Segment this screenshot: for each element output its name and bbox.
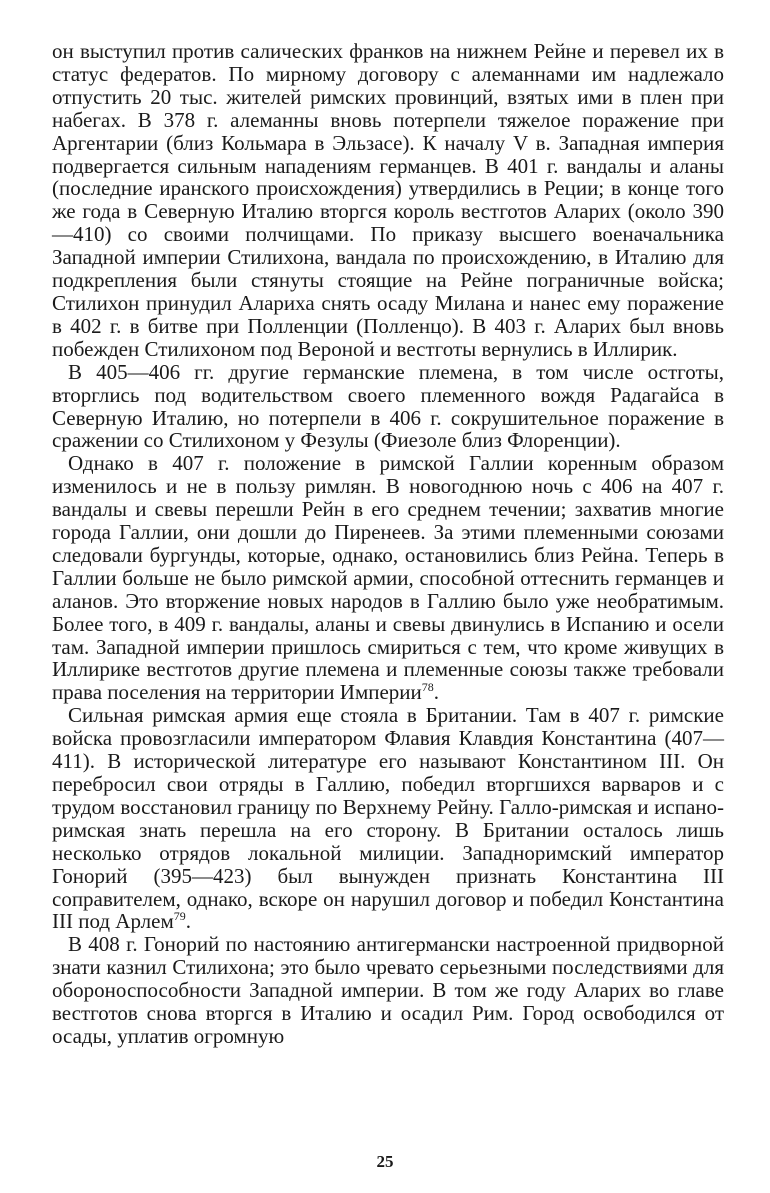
page-number: 25 (376, 1152, 394, 1171)
paragraph (52, 361, 724, 453)
footnote-ref: 79 (173, 909, 186, 924)
paragraph-text: В 405—406 гг. другие германские племена, в том числе остготы, вторглись под водительством своего племенного вождя Радагайса в Северную Италию, но потерпели в 406 г. сокрушительное поражение в сражении со Стилихоном у Фезулы (Фиезоле близ Флоренции). (52, 359, 724, 453)
paragraph-text: Однако в 407 г. положение в римской Галлии коренным образом изменилось и не в пользу римлян. В новогоднюю ночь с 406 на 407 г. вандалы и свевы перешли Рейн в его среднем течении; захватив многие города Галлии, они дошли до Пиренеев. За этими племенными союзами следовали бургунды, которые, однако, остановились близ Рейна. Теперь в Галлии больше не было римской армии, способной оттеснить германцев и аланов. Это вторжение новых народов в Галлию было уже необратимым. Более того, в 409 г. вандалы, аланы и свевы двинулись в Испанию и осели там. Западной империи пришлось смириться с тем, что кроме живущих в Иллирике вестготов другие племена и племенные союзы также требовали права поселения на территории Империи (52, 451, 724, 705)
page-body (52, 40, 724, 1048)
paragraph (52, 933, 724, 1048)
paragraph: Сильная римская армия еще стояла в Британии. Там в 407 г. римские войска провозгласили императором Флавия Клавдия Константина (407—411). В исторической литературе его называют Константином III. Он перебросил свои отряды в Галлию, победил вторгшихся варваров и с трудом восстановил границу по Верхнему Рейну. Галло-римская и испано-римская знать перешла на его сторону. В Британии осталось лишь несколько отрядов локальной милиции. Западноримский император Гонорий (395—423) был вынужден признать Константина III соправителем, однако, вскоре он нарушил договор и победил Константина III под Арлем$^{79}$. (52, 703, 724, 934)
paragraph: Однако в 407 г. положение в римской Галлии коренным образом изменилось и не в пользу римлян. В новогоднюю ночь с 406 на 407 г. вандалы и свевы перешли Рейн в его среднем течении; захватив многие города Галлии, они дошли до Пиренеев. За этими племенными союзами следовали бургунды, которые, однако, остановились близ Рейна. Теперь в Галлии больше не было римской армии, способной оттеснить германцев и аланов. Это вторжение новых народов в Галлию было уже необратимым. Более того, в 409 г. вандалы, аланы и свевы двинулись в Испанию и осели там. Западной империи пришлось смириться с тем, что кроме живущих в Иллирике вестготов другие племена и племенные союзы также требовали права поселения на территории Империи$^{78}$. (52, 451, 724, 705)
paragraph-text: Сильная римская армия еще стояла в Британии. Там в 407 г. римские войска провозгласили императором Флавия Клавдия Константина (407—411). В исторической литературе его называют Константином III. Он перебросил свои отряды в Галлию, победил вторгшихся варваров и с трудом восстановил границу по Верхнему Рейну. Галло-римская и испано-римская знать перешла на его сторону. В Британии осталось лишь несколько отрядов локальной милиции. Западноримский император Гонорий (395—423) был вынужден признать Константина III соправителем, однако, вскоре он нарушил договор и победил Константина III под Арлем (52, 703, 724, 934)
paragraph-text: он выступил против салических франков на нижнем Рейне и перевел их в статус федератов. По мирному договору с алеманнами им надлежало отпустить 20 тыс. жителей римских провинций, взятых ими в плен при набегах. В 378 г. алеманны вновь потерпели тяжелое поражение при Аргентарии (близ Кольмара в Эльзасе). К началу V в. Западная империя подвергается сильным нападениям германцев. В 401 г. вандалы и аланы (последние иранского происхождения) утвердились в Реции; в конце того же года в Северную Италию вторгся король вестготов Аларих (около 390—410) со своими полчищами. По приказу высшего военачальника Западной империи Стилихона, вандала по происхождению, в Италию для подкрепления были стянуты стоящие на Рейне пограничные войска; Стилихон принудил Алариха снять осаду Милана и нанес ему поражение в 402 г. в битве при Полленции (Полленцо). В 403 г. Аларих был вновь побежден Стилихоном под Вероной и вестготы вернулись в Иллирик. (52, 39, 724, 361)
paragraph (52, 40, 724, 361)
footnote-ref: 78 (421, 680, 434, 695)
paragraph-text: В 408 г. Гонорий по настоянию антигермански настроенной придворной знати казнил Стилихона; это было чревато серьезными последствиями для обороноспособности Западной империи. В том же году Аларих во главе вестготов снова вторгся в Италию и осадил Рим. Город освободился от осады, уплатив огромную (52, 932, 724, 1048)
